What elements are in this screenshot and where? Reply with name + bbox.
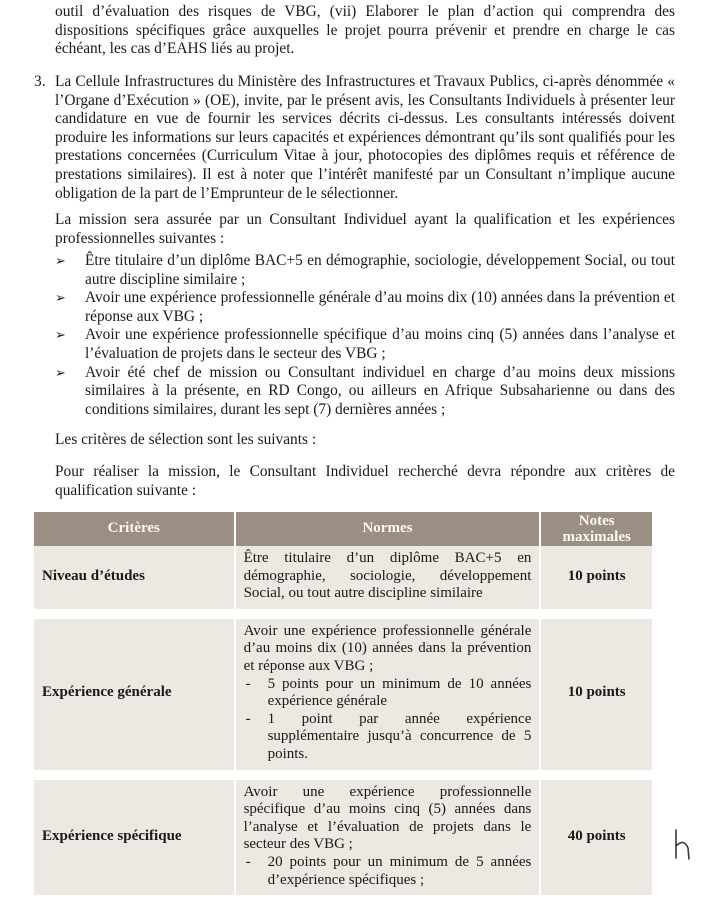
arrow-bullet-icon: ➢ [55, 364, 66, 380]
table-row [34, 546, 652, 614]
points-cell: 10 points [540, 546, 652, 614]
criterion-cell: Expérience générale [34, 614, 235, 775]
criteria-intro: Les critères de sélection sont les suivants : [55, 431, 317, 448]
norm-cell: Avoir une expérience professionnelle spécifique d’au moins cinq (5) années dans l’analyse et l’évaluation de projets dans le secteur des VBG ; - 20 points pour un minimum de 5 années d’expérience spécifiques ; [235, 775, 541, 901]
table-row [34, 614, 652, 775]
sub-item: - 20 points pour un minimum de 5 années d’expérience spécifiques ; [245, 853, 532, 888]
section-paragraph: La Cellule Infrastructures du Ministère des Infrastructures et Travaux Publics, ci-après dénommée « l’Organe d’Exécution » (OE), invite, par le présent avis, les Consultants Individuels à présenter leur candidature en vue de fournir les services décrits ci-dessus. Les consultants intéressés doivent produire les informations sur leurs capacités et expériences démontrant qu’ils sont qualifiés pour les prestations concernées (Curriculum Vitae à jour, photocopies des diplômes requis et référence de prestations similaires). Il est à noter que l’intérêt manifesté par un Consultant n’implique aucune obligation de la part de l’Emprunteur de le sélectionner. [55, 73, 675, 202]
handwritten-initial-mark [672, 828, 694, 860]
mission-paragraph: La mission sera assurée par un Consultant Individuel ayant la qualification et les expériences professionnelles suivantes : [55, 211, 675, 247]
header-criteres: Critères [34, 512, 235, 546]
arrow-bullet-icon: ➢ [55, 290, 66, 306]
requirements-list [55, 252, 675, 419]
qualification-paragraph: Pour réaliser la mission, le Consultant Individuel recherché devra répondre aux critères de qualification suivante : [55, 463, 675, 499]
requirement-item: ➢ Avoir une expérience professionnelle spécifique d’au moins cinq (5) années dans l’analyse et l’évaluation de projets dans le secteur des VBG ; [55, 326, 675, 362]
requirement-item: ➢ Avoir été chef de mission ou Consultant individuel en charge d’au moins deux missions similaires à la présente, en RD Congo, ou ailleurs en Afrique Subsaharienne ou dans des conditions similaires, durant les sept (7) dernières années ; [55, 363, 675, 418]
criterion-cell: Niveau d’études [34, 546, 235, 614]
arrow-bullet-icon: ➢ [55, 327, 66, 343]
header-notes-maximales: Notes maximales [540, 512, 652, 546]
norm-cell: Avoir une expérience professionnelle générale d’au moins dix (10) années dans la prévention et réponse aux VBG ; - 5 points pour un minimum de 10 années expérience générale - 1 point par année expérience supplémentaire jusqu’à concurrence de 5 points. [235, 614, 541, 775]
arrow-bullet-icon: ➢ [55, 253, 66, 268]
header-normes: Normes [235, 512, 541, 546]
section-number: 3. [34, 73, 46, 90]
points-cell: 40 points [540, 775, 652, 901]
sub-item: - 1 point par année expérience supplémentaire jusqu’à concurrence de 5 points. [245, 710, 532, 762]
norm-cell: Être titulaire d’un diplôme BAC+5 en démographie, sociologie, développement Social, ou tout autre discipline similaire [235, 546, 541, 614]
table-row [34, 775, 652, 901]
criterion-cell: Expérience spécifique [34, 775, 235, 901]
criteria-table [34, 512, 652, 905]
table-header-row [34, 512, 652, 546]
points-cell: 10 points [540, 614, 652, 775]
sub-item: - 5 points pour un minimum de 10 années expérience générale [245, 675, 532, 710]
requirement-item: ➢ Avoir une expérience professionnelle générale d’au moins dix (10) années dans la prévention et réponse aux VBG ; [55, 289, 675, 325]
intro-paragraph: outil d’évaluation des risques de VBG, (vii) Elaborer le plan d’action qui comprendra des dispositions spécifiques grâce auxquelles le projet pourra prévenir et prendre en charge le cas échéant, les cas d’EAHS liés au projet. [55, 3, 675, 58]
requirement-item: ➢ Être titulaire d’un diplôme BAC+5 en démographie, sociologie, développement Social, ou tout autre discipline similaire ; [55, 252, 675, 288]
